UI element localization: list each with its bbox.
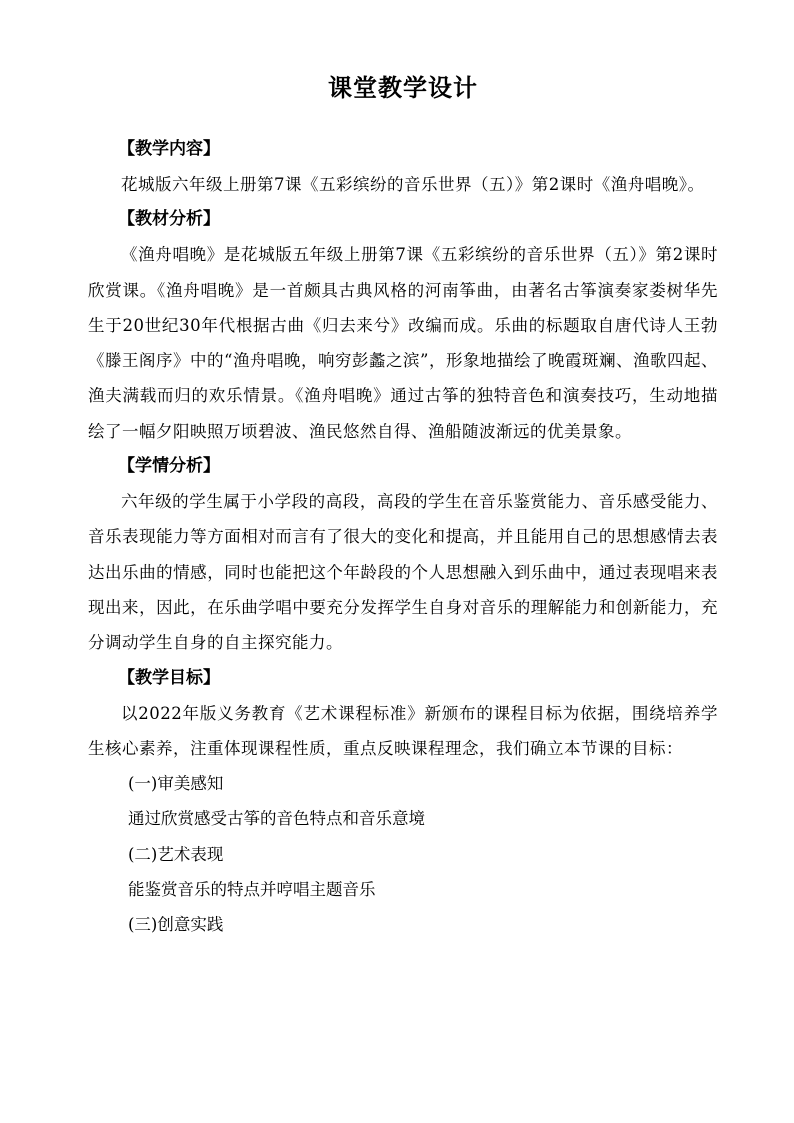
goal-label-artistic-expression: (二)艺术表现 [128,844,224,864]
student-analysis-text: 六年级的学生属于小学段的高段，高段的学生在音乐鉴赏能力、音乐感受能力、音乐表现能力等方面相对而言有了很大的变化和提高，并且能用自己的思想感情去表达出乐曲的情感，同时也能把这个年龄段的个人思想融入到乐曲中，通过表现唱来表现出来，因此，在乐曲学唱中要充分发挥学生自身对音乐的理解能力和创新能力，充分调动学生自身的自主探究能力。 [88,492,718,653]
teaching-goals-intro: 以2022年版义务教育《艺术课程标准》新颁布的课程目标为依据，围绕培养学生核心素养，注重体现课程性质，重点反映课程理念，我们确立本节课的目标： [88,703,718,758]
goal-label-creative-practice: (三)创意实践 [128,915,224,935]
section-heading-teaching-goals: 【教学目标】 [118,667,220,688]
teaching-content-text: 花城版六年级上册第7课《五彩缤纷的音乐世界（五）》第2课时《渔舟唱晚》。 [121,175,705,194]
section-heading-teaching-content: 【教学内容】 [118,139,220,159]
document-title: 课堂教学设计 [328,74,478,102]
section-heading-student-analysis: 【学情分析】 [118,456,220,477]
section-heading-material-analysis: 【教材分析】 [118,209,220,230]
goal-label-aesthetic-perception: (一)审美感知 [128,774,224,794]
goal-detail-aesthetic-perception: 通过欣赏感受古筝的音色特点和音乐意境 [128,809,425,829]
goal-detail-artistic-expression: 能鉴赏音乐的特点并哼唱主题音乐 [128,880,376,900]
document-page [88,68,718,943]
material-analysis-text: 《渔舟唱晚》是花城版五年级上册第7课《五彩缤纷的音乐世界（五）》第2课时欣赏课。《渔舟唱晚》是一首颇具古典风格的河南筝曲，由著名古筝演奏家娄树华先生于20世纪30年代根据古曲《归去来兮》改编而成。乐曲的标题取自唐代诗人王勃《滕王阁序》中的“渔舟唱晚，响穷彭蠡之滨”，形象地描绘了晚霞斑斓、渔歌四起、渔夫满载而归的欢乐情景。《渔舟唱晚》通过古筝的独特音色和演奏技巧，生动地描绘了一幅夕阳映照万顷碧波、渔民悠然自得、渔船随波渐远的优美景象。 [88,245,718,441]
